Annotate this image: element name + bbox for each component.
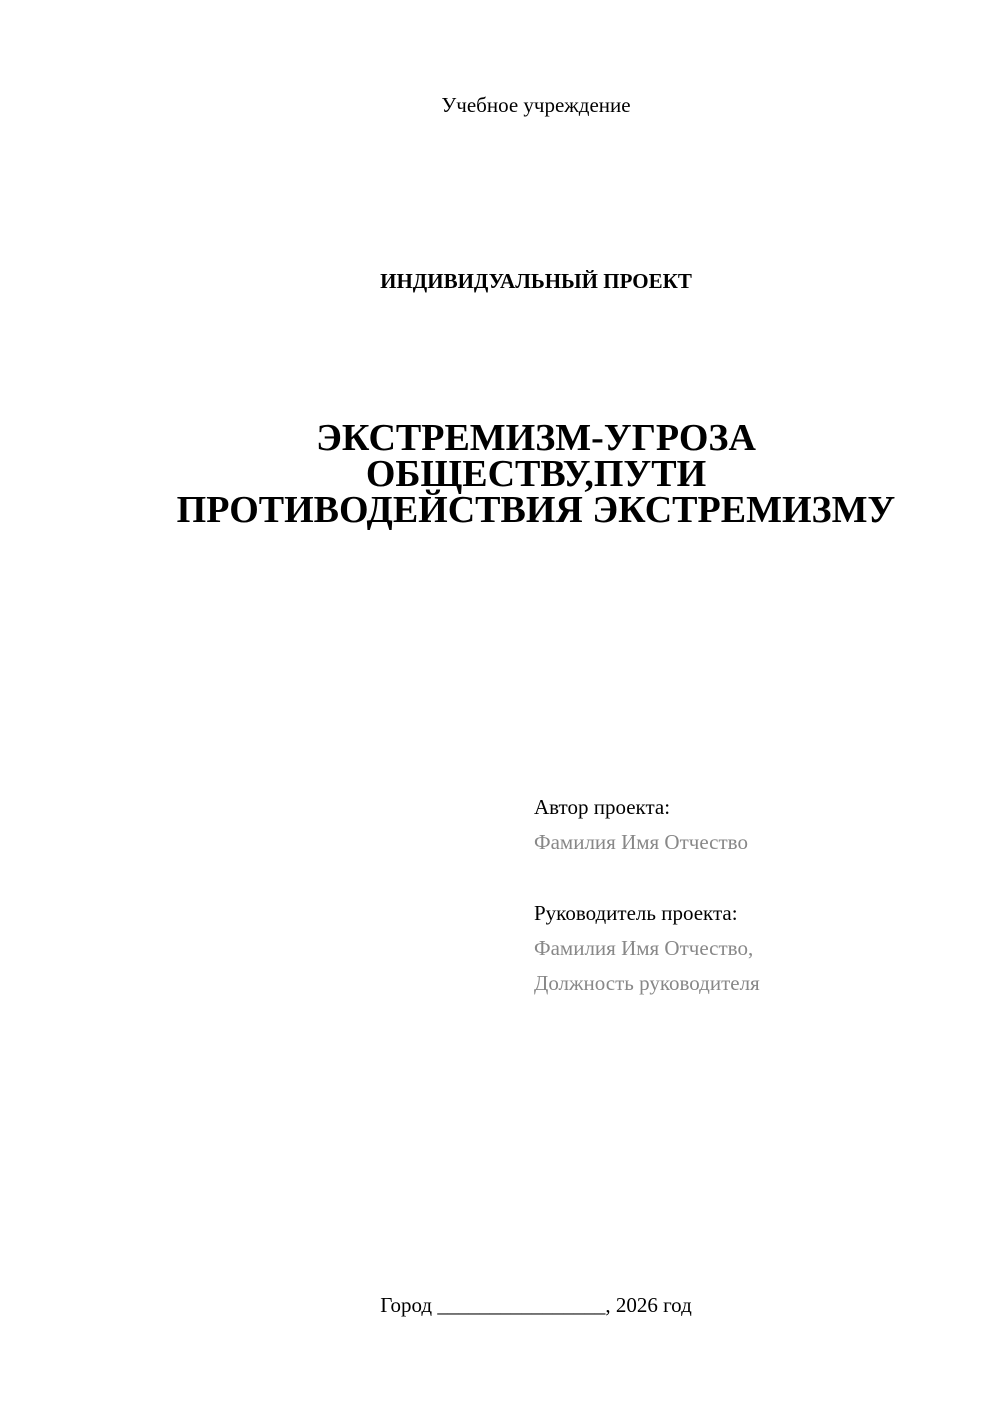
author-label: Автор проекта: [534, 795, 671, 819]
project-type-heading: ИНДИВИДУАЛЬНЫЙ ПРОЕКТ [380, 269, 692, 293]
supervisor-position: Должность руководителя [534, 971, 760, 995]
project-title-line-3: ПРОТИВОДЕЙСТВИЯ ЭКСТРЕМИЗМУ [176, 489, 896, 531]
credits-spacer [534, 860, 974, 896]
author-name: Фамилия Имя Отчество [534, 830, 748, 854]
supervisor-label: Руководитель проекта: [534, 901, 738, 925]
project-title-line-1: ЭКСТРЕМИЗМ-УГРОЗА [316, 417, 756, 459]
city-year-line: Город ________________, 2026 год [380, 1293, 692, 1317]
supervisor-name: Фамилия Имя Отчество, [534, 936, 754, 960]
project-title-line-2: ОБЩЕСТВУ,ПУТИ [365, 453, 707, 495]
institution-name: Учебное учреждение [441, 93, 631, 117]
project-title [100, 417, 972, 531]
credits-block [534, 790, 974, 1001]
